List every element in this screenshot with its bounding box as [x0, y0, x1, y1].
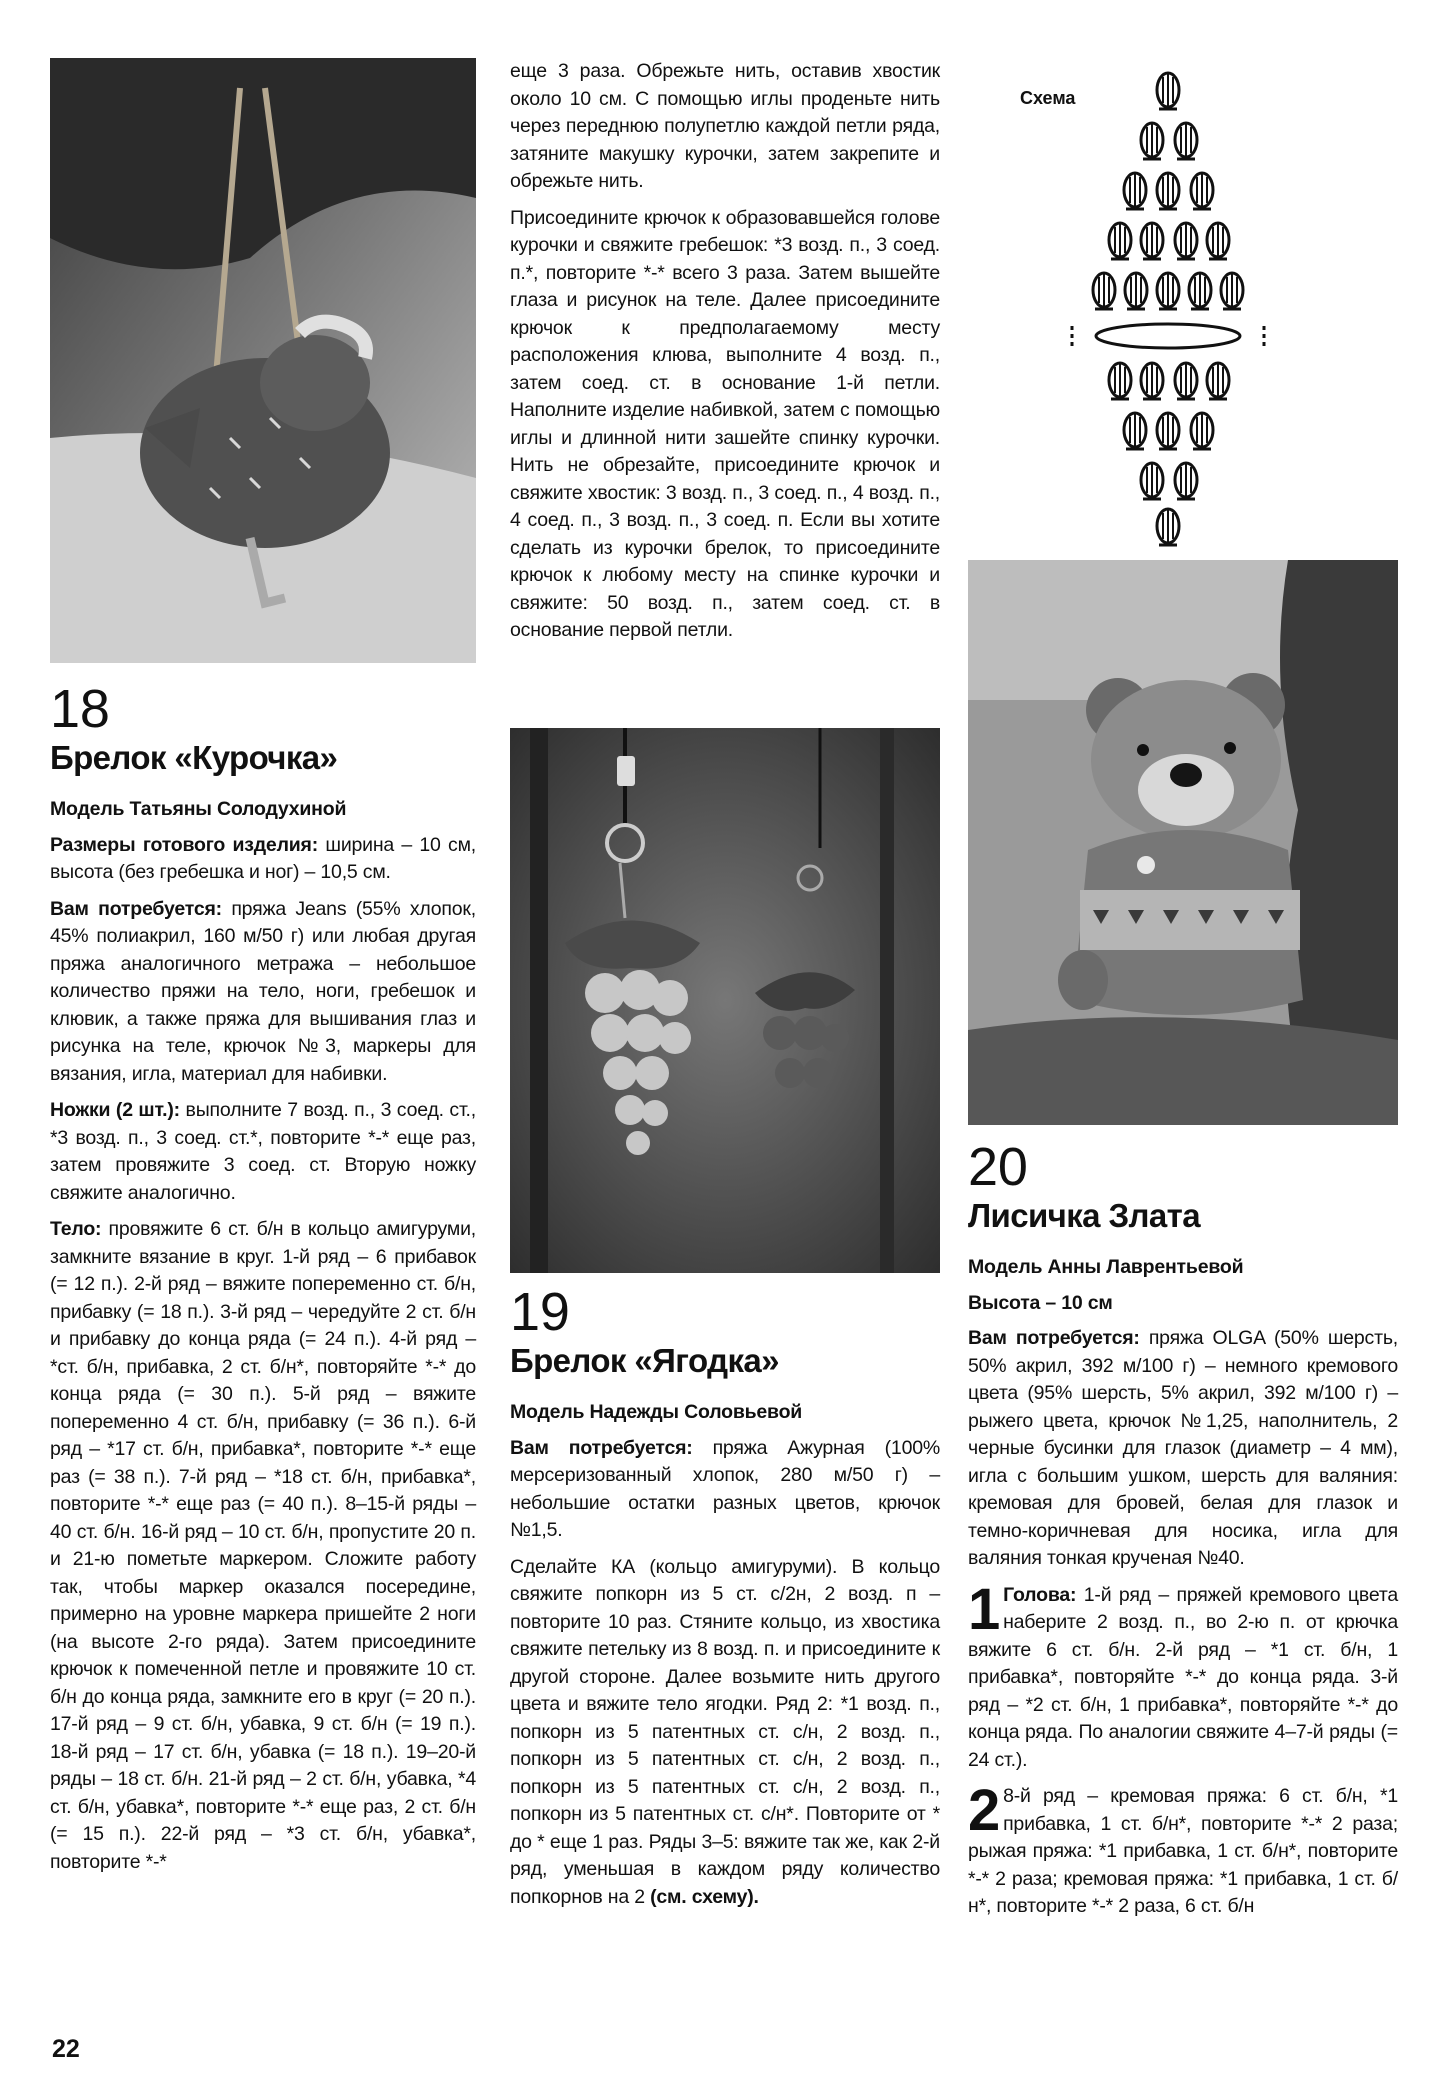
fox-toy-photo [968, 560, 1398, 1125]
item-20-height: Высота – 10 см [968, 1291, 1113, 1314]
scheme-reference: (см. схему). [650, 1885, 759, 1908]
item-19-materials: Вам потребуется: пряжа Ажурная (100% мерсеризованный хлопок, 280 м/50 г) – небольшие остатки разных цветов, крючок №1,5. [510, 1436, 940, 1541]
scheme-diagram [1020, 58, 1400, 548]
item-20-step-1: 1 Голова: 1-й ряд – пряжей кремового цвета наберите 2 возд. п., во 2-ю п. от крючка вяжите 6 ст. б/н. 2-й ряд – *1 ст. б/н, 1 прибавка*, повторяйте *-* до конца ряда. 3-й ряд – *2 ст. б/н, 1 прибавка*, повторяйте *-* до конца ряда. По аналогии свяжите 4–7-й ряды (= 24 ст.). [968, 1576, 1398, 1771]
column-2-top [510, 58, 940, 654]
item-20-designer: Модель Анны Лаврентьевой [968, 1256, 1244, 1278]
item-18-materials: Вам потребуется: пряжа Jeans (55% хлопок, 45% полиакрил, 160 м/50 г) или любая другая пряжа аналогичного метража – небольшое количество пряжи на тело, ноги, гребешок и клювик, а также пряжа для вышивания глаз и рисунка на теле, крючок №3, маркеры для вязания, игла, материал для набивки. [50, 897, 476, 1085]
item-18-body: Тело: провяжите 6 ст. б/н в кольцо амигуруми, замкните вязание в круг. 1-й ряд – 6 прибавок (= 12 п.). 2-й ряд – вяжите попеременно ст. б/н, прибавку (= 18 п.). 3-й ряд – чередуйте 2 ст. б/н и прибавку до конца ряда (= 24 п.). 4-й ряд – *ст. б/н, прибавка, 2 ст. б/н*, повторяйте *-* до конца ряда (= 30 п.). 5-й ряд – вяжите попеременно 4 ст. б/н, прибавку (= 36 п.). 6-й ряд – *17 ст. б/н, прибавка*, повторите *-* еще раз (= 38 п.). 7-й ряд – *18 ст. б/н, прибавка*, повторите *-* еще раз (= 40 п.). 8–15-й ряды – 40 ст. б/н. 16-й ряд – 10 ст. б/н, пропустите 20 п. и 21-ю пометьте маркером. Сложите работу так, чтобы маркер оказался посередине, примерно на уровне маркера пришейте 2 ноги (на высоте 2-го ряда). Затем присоедините крючок к помеченной петле и провяжите 10 ст. б/н до конца ряда, замкните его в круг (= 20 п.). 17-й ряд – 9 ст. б/н, убавка, 9 ст. б/н (= 19 п.). 18-й ряд – 17 ст. б/н, убавка (= 18 п.). 19–20-й ряды – 18 ст. б/н. 21-й ряд – 2 ст. б/н, убавка, *4 ст. б/н, убавка*, повторите *-* еще раз, 2 ст. б/н (= 15 п.). 22-й ряд – *3 ст. б/н, убавка*, повторите *-* [50, 1218, 476, 1873]
item-19-number: 19 [510, 1282, 570, 1342]
item-18-legs: Ножки (2 шт.): выполните 7 возд. п., 3 соед. ст., *3 возд. п., 3 соед. ст.*, повторите *-* еще раз, затем провяжите 3 соед. ст. Вторую ножку свяжите аналогично. [50, 1099, 476, 1204]
berry-keychain-photo [510, 728, 940, 1273]
item-18-designer: Модель Татьяны Солодухиной [50, 798, 347, 820]
hen-keychain-photo [50, 58, 476, 663]
item-20-materials: Вам потребуется: пряжа OLGA (50% шерсть, 50% акрил, 392 м/100 г) – немного кремового цвета (95% шерсть, 5% акрил, 392 м/100 г) – рыжего цвета, крючок №1,25, наполнитель, 2 черные бусинки для глазок (диаметр – 4 мм), игла с большим ушком, шерсть для валяния: кремовая для бровей, белая для глазок и темно-коричневая для носика, игла для валяния тонкая крученая №40. [968, 1327, 1399, 1569]
item-19-title: Брелок «Ягодка» [510, 1342, 779, 1379]
column-1 [50, 679, 476, 1885]
scheme-label: Схема [1020, 88, 1076, 108]
page-number: 22 [52, 2035, 80, 2063]
item-20-title: Лисичка Злата [968, 1197, 1200, 1234]
item-18-title: Брелок «Курочка» [50, 739, 338, 776]
column-3 [968, 1137, 1399, 1930]
item-19-designer: Модель Надежды Соловьевой [510, 1401, 803, 1423]
item-18-number: 18 [50, 679, 110, 739]
item-20-step-2: 2 8-й ряд – кремовая пряжа: 6 ст. б/н, *1 прибавка, 1 ст. б/н*, повторите *-* 2 раза; рыжая пряжа: *1 прибавка, 1 ст. б/н*, повторите *-* 2 раза; кремовая пряжа: *1 прибавка, 1 ст. б/н*, повторите *-* 2 раза, 6 ст. б/н [968, 1778, 1398, 1917]
item-20-number: 20 [968, 1137, 1028, 1197]
step-1-number: 1 [968, 1576, 1001, 1642]
column-2-bottom [510, 1282, 940, 1920]
item-18-continuation-2: Присоедините крючок к образовавшейся голове курочки и свяжите гребешок: *3 возд. п., 3 соед. п.*, повторите *-* всего 3 раза. Затем вышейте глаза и рисунок на теле. Далее присоедините крючок к предполагаемому месту расположения клюва, выполните 4 возд. п., затем соед. ст. в основание 1-й петли. Наполните изделие набивкой, затем с помощью иглы и длинной нити зашейте спинку курочки. Нить не обрезайте, присоедините крючок и свяжите хвостик: 3 возд. п., 3 соед. п., 4 возд. п., 4 соед. п., 3 возд. п., 3 соед. п. Если вы хотите сделать из курочки брелок, то присоедините крючок к любому месту на спинке курочки и свяжите: 50 возд. п., затем соед. ст. в основание первой петли. [510, 206, 940, 641]
item-19-body: Сделайте КА (кольцо амигуруми). В кольцо свяжите попкорн из 5 ст. с/2н, 2 возд. п – повторите 10 раз. Стяните кольцо, из хвостика свяжите петельку из 8 возд. п. и присоедините к другой стороне. Далее возьмите нить другого цвета и вяжите тело ягодки. Ряд 2: *1 возд. п., попкорн из 5 патентных ст. с/н, 2 возд. п., попкорн из 5 патентных ст. с/н, 2 возд. п., попкорн из 5 патентных ст. с/н, 2 возд. п., попкорн из 5 патентных ст. с/н*. Повторите от * до * еще 1 раз. Ряды 3–5: вяжите так же, как 2-й ряд, уменьшая в каждом ряду количество попкорнов на 2 (см. схему). [510, 1555, 940, 1908]
item-18-continuation-1: еще 3 раза. Обрежьте нить, оставив хвостик около 10 см. С помощью иглы проденьте нить через переднюю полупетлю каждой петли ряда, затяните макушку курочки, затем закрепите и обрежьте нить. [510, 60, 940, 192]
item-18-size: Размеры готового изделия: ширина – 10 см, высота (без гребешка и ног) – 10,5 см. [50, 833, 476, 883]
step-2-number: 2 [968, 1778, 1001, 1843]
